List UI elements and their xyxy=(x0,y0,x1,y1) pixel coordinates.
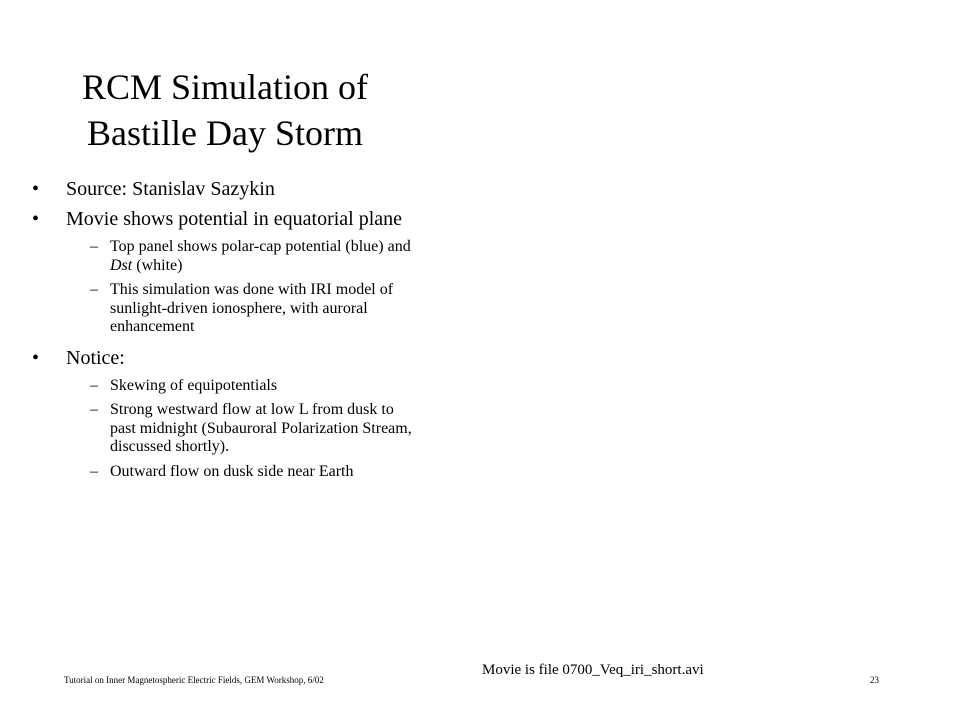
dash-marker: – xyxy=(90,462,98,480)
sub-text-post: (white) xyxy=(132,256,183,274)
sublist-movie xyxy=(32,238,412,337)
title-line-1: RCM Simulation of xyxy=(81,67,369,107)
movie-file-note: Movie is file 0700_Veq_iri_short.avi xyxy=(482,662,704,678)
slide-title xyxy=(40,64,410,156)
bullet-movie xyxy=(32,208,412,230)
sub-item-simulation xyxy=(32,281,412,337)
dash-marker: – xyxy=(90,376,98,394)
footer-text: Tutorial on Inner Magnetospheric Electric Fields, GEM Workshop, 6/02 xyxy=(64,675,324,685)
bullet-text: Notice: xyxy=(66,346,125,369)
sub-text: This simulation was done with IRI model of sunlight-driven ionosphere, with auroral enhancement xyxy=(110,281,394,335)
bullet-marker: • xyxy=(32,208,40,230)
sub-item-skewing xyxy=(32,377,412,396)
bullet-text: Movie shows potential in equatorial plane xyxy=(66,208,403,230)
sub-item-top-panel xyxy=(32,238,412,275)
bullet-marker: • xyxy=(32,346,40,369)
slide-body xyxy=(32,178,412,491)
bullet-text: Source: Stanislav Sazykin xyxy=(66,178,275,200)
sub-text: Skewing of equipotentials xyxy=(110,376,278,394)
page-number: 23 xyxy=(870,675,879,685)
dash-marker: – xyxy=(90,281,98,298)
dash-marker: – xyxy=(90,401,98,418)
sublist-notice xyxy=(32,377,412,482)
bullet-marker: • xyxy=(32,178,40,200)
sub-item-outward-flow xyxy=(32,463,412,482)
bullet-source xyxy=(32,178,412,200)
bullet-notice xyxy=(32,347,412,369)
sub-text-em: Dst xyxy=(110,256,133,274)
sub-text: Outward flow on dusk side near Earth xyxy=(110,462,354,480)
dash-marker: – xyxy=(90,238,98,255)
sub-item-westward-flow xyxy=(32,401,412,457)
sub-text: Strong westward flow at low L from dusk to past midnight (Subauroral Polarization Stream, discussed shortly). xyxy=(110,401,412,455)
title-line-2: Bastille Day Storm xyxy=(87,113,363,153)
sub-text-pre: Top panel shows polar-cap potential (blue) and xyxy=(110,238,411,255)
